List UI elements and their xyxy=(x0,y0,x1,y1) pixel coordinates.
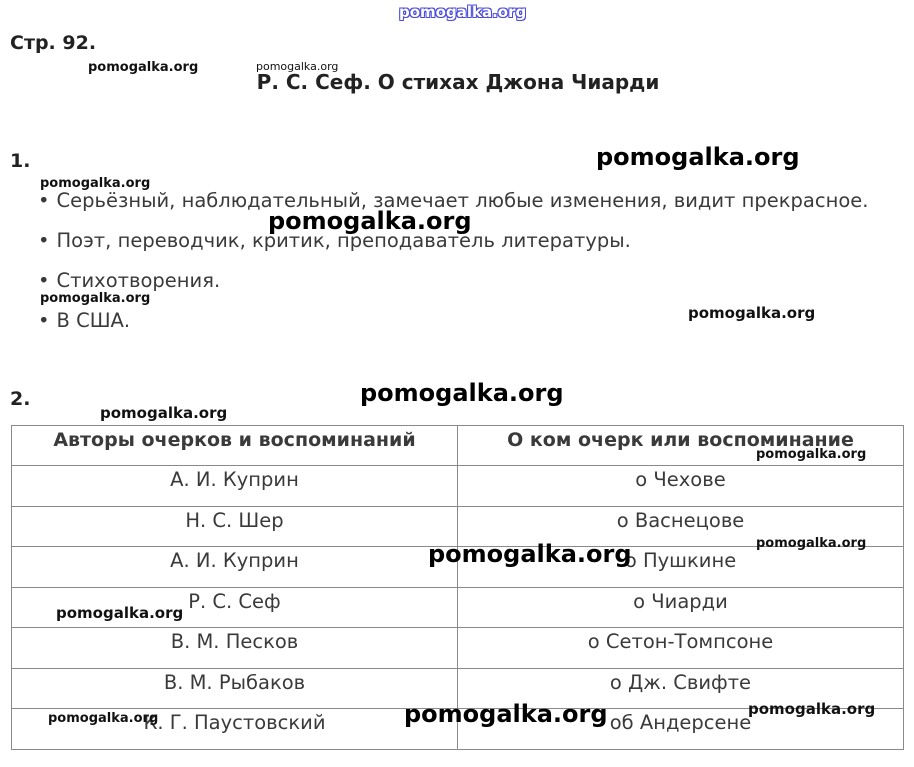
watermark: pomogalka.org xyxy=(88,60,199,75)
author-cell: В. М. Песков xyxy=(12,628,458,669)
watermark: pomogalka.org xyxy=(256,60,339,73)
list-item: • Серьёзный, наблюдательный, замечает любые изменения, видит прекрасное. xyxy=(38,188,868,228)
subject-cell: о Чехове xyxy=(458,466,904,507)
subject-cell: о Чиарди xyxy=(458,587,904,628)
subject-cell: о Сетон-Томпсоне xyxy=(458,628,904,669)
page-title: Р. С. Сеф. О стихах Джона Чиарди xyxy=(256,70,660,94)
section-1-number: 1. xyxy=(10,150,31,172)
watermark: pomogalka.org xyxy=(404,700,608,728)
section-2-number: 2. xyxy=(10,388,31,410)
author-cell: В. М. Рыбаков xyxy=(12,668,458,709)
watermark: pomogalka.org xyxy=(360,379,564,407)
column-header-authors: Авторы очерков и воспоминаний xyxy=(12,426,458,466)
table-row xyxy=(12,628,904,669)
watermark: pomogalka.org xyxy=(56,604,184,622)
watermark: pomogalka.org xyxy=(688,304,816,322)
author-cell: К. Г. Паустовский xyxy=(12,709,458,750)
list-item: • Стихотворения. xyxy=(38,268,868,308)
watermark: pomogalka.org xyxy=(748,700,876,718)
subject-cell: о Васнецове xyxy=(458,506,904,547)
watermark: pomogalka.org xyxy=(40,176,151,191)
watermark: pomogalka.org xyxy=(100,404,228,422)
watermark: pomogalka.org xyxy=(428,540,632,568)
watermark: pomogalka.org xyxy=(399,3,527,21)
author-cell: А. И. Куприн xyxy=(12,466,458,507)
subject-cell: об Андерсене xyxy=(458,709,904,750)
subject-cell: о Пушкине xyxy=(458,547,904,588)
list-item: • В США. xyxy=(38,308,868,348)
author-cell: Н. С. Шер xyxy=(12,506,458,547)
author-cell: Р. С. Сеф xyxy=(12,587,458,628)
column-header-subject: О ком очерк или воспоминание xyxy=(458,426,904,466)
watermark: pomogalka.org xyxy=(48,711,159,726)
watermark: pomogalka.org xyxy=(756,447,867,462)
author-cell: А. И. Куприн xyxy=(12,547,458,588)
watermark: pomogalka.org xyxy=(268,207,472,235)
page-number: Стр. 92. xyxy=(10,32,97,54)
list-item: • Поэт, переводчик, критик, преподаватель литературы. xyxy=(38,228,868,268)
watermark: pomogalka.org xyxy=(40,291,151,306)
table-row xyxy=(12,466,904,507)
subject-cell: о Дж. Свифте xyxy=(458,668,904,709)
watermark: pomogalka.org xyxy=(756,536,867,551)
watermark: pomogalka.org xyxy=(596,143,800,171)
